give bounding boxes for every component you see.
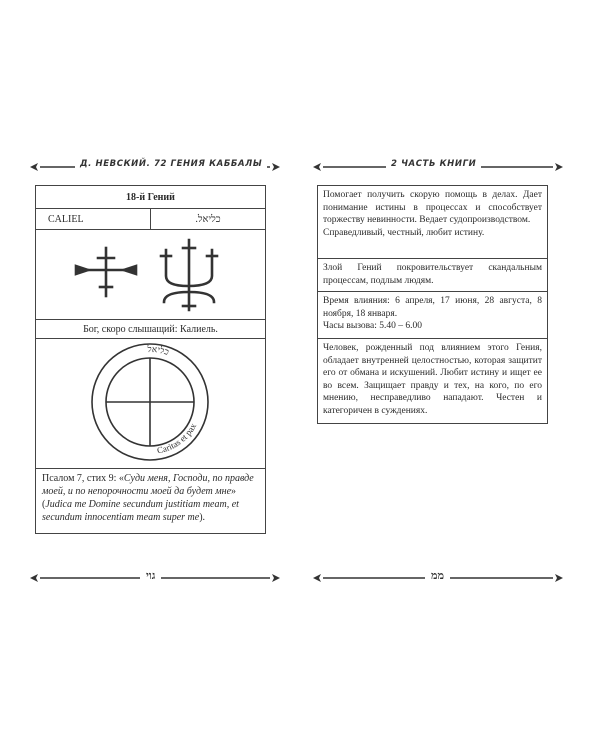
genie-name-latin: CALIEL [36, 209, 151, 230]
seal-hebrew-text: כליאל [147, 343, 171, 358]
seal-cell [36, 339, 266, 469]
psalm-text-ru: Суди меня, Господи, по правде моей, и по непорочности моей да будет мне [42, 473, 254, 497]
help-text: Помогает получить скорую помощь в делах. Дает понимание истины в процессах и способствует торжеству невинности. Ведает судопроизводством. [323, 190, 542, 225]
hours-text: Часы вызова: 5.40 – 6.00 [323, 321, 423, 331]
symbols-cell [36, 230, 266, 320]
left-page-number: גוי [140, 569, 161, 582]
genie-card-table [35, 185, 266, 534]
person-text: Человек, рожденный под влиянием этого Гения, обладает внутренней целостностью, которая защитит его от обмана и искушений. Любит истину и ищет ее во всем. Защищает правду и тех, на кого, по его мнению, несправедливо нападают. Честен и категоричен в суждениях. [318, 339, 548, 424]
seal-circle-icon [36, 339, 264, 465]
psalm-end: ). [199, 512, 206, 523]
left-running-head: Д. НЕВСКИЙ. 72 ГЕНИЯ КАББАЛЫ [75, 159, 267, 169]
influence-text: Время влияния: 6 апреля, 17 июня, 28 августа, 8 ноября, 18 января. [323, 296, 542, 319]
psalm-close-quote: » ( [42, 486, 237, 510]
genie-title: 18-й Гений [36, 186, 266, 209]
psalm-text-la: Judica me Domine secundum justitiam meam, et secundum innocentiam meam super me [42, 499, 239, 523]
right-running-head: 2 ЧАСТЬ КНИГИ [386, 159, 481, 169]
right-page-number: ממ [425, 569, 450, 582]
genie-meaning: Бог, скоро слышащий: Калиель. [36, 320, 266, 339]
angelic-sigils-icon [36, 230, 264, 316]
traits-text: Справедливый, честный, любит истину. [323, 227, 485, 238]
seal-motto-text: Caritas et pax [156, 421, 199, 456]
right-header-rule [313, 160, 563, 174]
help-cell [318, 186, 548, 259]
psalm-ref: Псалом 7, стих 9: « [42, 473, 124, 484]
right-footer-rule [313, 571, 563, 585]
evil-genie-text: Злой Гений покровительствует скандальным процессам, подлым людям. [318, 259, 548, 292]
left-header-rule [30, 160, 280, 174]
genie-description-table [317, 185, 548, 424]
influence-cell [318, 292, 548, 339]
left-footer-rule [30, 571, 280, 585]
genie-name-hebrew: כליאל. [151, 209, 266, 230]
psalm-text [36, 469, 266, 534]
